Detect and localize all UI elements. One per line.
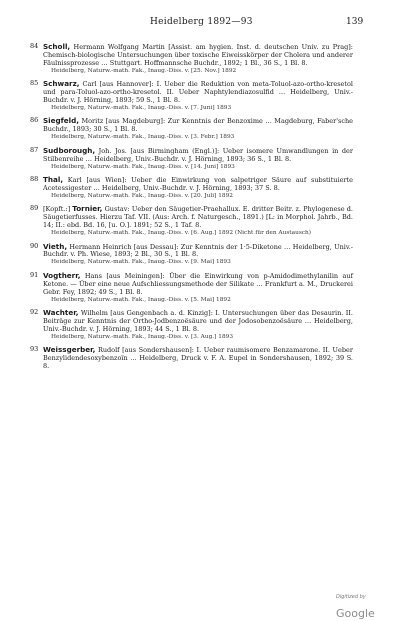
entry-title: Karl [aus Wien]: Ueber die Einwirkung von salpetriger Säure auf substituierte Acetessigester … Heidelberg, Univ.-Buchdr. v. J. Hörning, 1893; 37 S. 8. <box>43 176 353 192</box>
entry-number: 91 <box>30 270 39 279</box>
google-watermark <box>336 583 400 621</box>
author-name: Scholl, <box>43 42 71 51</box>
author-name: Weissgerber, <box>43 345 96 355</box>
dissertation-list <box>0 43 400 376</box>
dissertation-entry <box>0 147 353 171</box>
author-name: Wachter, <box>43 308 79 317</box>
dissertation-note: Heidelberg, Naturw.-math. Fak., Inaug.-Diss. v. [3. Febr.] 1893 <box>51 134 235 141</box>
google-logo-text: Google <box>336 607 375 620</box>
entry-title: Rudolf [aus Sondershausen]: I. Ueber raumisomere Benzamarone. II. Ueber Benzylidendesoxybenzoïn … Heidelberg, Druck v. F. A. Eupel in Sondershausen, 1892; 39 S. 8. <box>43 346 353 371</box>
entry-title: Hans [aus Meiningen]: Über die Einwirkung von p-Amidodimethylanilin auf Ketone. — Über eine neue Aufschliessungsmethode der Silikate … Frankfurt a. M., Druckerei Gebr. Fey, 1892; 49 S., 1 Bl. 8. <box>43 271 353 296</box>
entry-number: 85 <box>30 79 39 88</box>
dissertation-entry <box>0 205 353 237</box>
author-name: Tornier, <box>72 204 103 214</box>
entry-number: 88 <box>30 175 39 183</box>
dissertation-note: Heidelberg, Naturw.-math. Fak., Inaug.-Diss. v. [3. Aug.] 1893 <box>51 333 234 340</box>
author-name: Thal, <box>43 175 64 184</box>
author-name: Vieth, <box>43 241 68 251</box>
page-number: 139 <box>346 17 364 27</box>
author-name: Vogtherr, <box>43 270 81 280</box>
entry-number: 89 <box>30 204 39 213</box>
dissertation-note: Heidelberg, Naturw.-math. Fak., Inaug.-Diss. v. [5. Mai] 1892 <box>51 296 231 303</box>
entry-title: Wilhelm [aus Gengenbach a. d. Kinzig]: I. Untersuchungen über das Desaurin. II. Beiträge zur Kenntnis der Ortho-Jodbenzoësäure und der Jodosobenzoësäure … Heidelberg, Univ.-Buchdr. v. J. Hörning, 1893; 44 S., 1 Bl. 8. <box>43 309 353 333</box>
dissertation-entry <box>0 243 353 267</box>
dissertation-note: Heidelberg, Naturw.-math. Fak., Inaug.-Diss. v. [14. Juni] 1893 <box>51 163 235 170</box>
entry-number: 93 <box>30 345 39 354</box>
running-header <box>0 17 400 29</box>
dissertation-note: Heidelberg, Naturw.-math. Fak., Inaug.-Diss. v. [20. Juli] 1892 <box>51 192 233 199</box>
dissertation-entry <box>0 176 353 200</box>
dissertation-entry <box>0 117 353 141</box>
entry-title: Gustav: Ueber den Säugetier-Praehallux. E. dritter Beitr. z. Phylogenese d. Säugetierfusses. Hierzu Taf. VII. (Aus: Arch. f. Naturgesch., 1891.) [L: in Morphol. Jahrb., Bd. 14; II.: ebd. Bd. 16, [u. O.]. 1891; 52 S., 1 Taf. 8. <box>43 205 353 230</box>
entry-title: Joh. Jos. [aus Birmingham (Engl.)]: Ueber isomere Umwandlungen in der Stilbenreihe … Heidelberg, Univ.-Buchdr. v. J. Hörning, 1893; 36 S., 1 Bl. 8. <box>43 146 353 163</box>
entry-number: 87 <box>30 145 39 154</box>
author-name: Schwarz, <box>43 79 80 89</box>
author-name: Sudborough, <box>43 145 96 155</box>
dissertation-note: Heidelberg, Naturw.-math. Fak., Inaug.-Diss. v. [6. Aug.] 1892 (Nicht für den Austausch) <box>51 230 312 237</box>
dissertation-note: Heidelberg, Naturw.-math. Fak., Inaug.-Diss. v. [7. Juni] 1893 <box>51 104 232 111</box>
entry-title: Hermann Heinrich [aus Dessau]: Zur Kenntnis der 1·5-Diketone … Heidelberg, Univ.-Buchdr. v. Ph. Wiese, 1893; 2 Bl., 30 S., 1 Bl. 8. <box>43 242 353 259</box>
dissertation-entry <box>0 309 353 341</box>
dissertation-entry <box>0 80 353 112</box>
entry-number: 84 <box>30 42 39 50</box>
entry-number: 92 <box>30 308 39 316</box>
running-title: Heidelberg 1892—93 <box>150 17 253 27</box>
digitized-by-label: Digitized by <box>336 594 366 600</box>
dissertation-entry <box>0 346 353 371</box>
dissertation-note: Heidelberg, Naturw.-math. Fak., Inaug.-Diss. v. [25. Nov.] 1892 <box>51 67 237 74</box>
entry-title: Moritz [aus Magdeburg]: Zur Kenntnis der Benzoxime … Magdeburg, Faber'sche Buchdr., 1893; 30 S., 1 Bl. 8. <box>43 117 353 134</box>
entry-number: 86 <box>30 116 39 125</box>
entry-number: 90 <box>30 241 39 250</box>
dissertation-note: Heidelberg, Naturw.-math. Fak., Inaug.-Diss. v. [9. Mai] 1893 <box>51 259 231 266</box>
entry-prefix: [Kopft.:] <box>43 205 73 214</box>
dissertation-entry <box>0 272 353 304</box>
dissertation-entry <box>0 43 353 75</box>
entry-title: Hermann Wolfgang Martin [Assist. am hygien. Inst. d. deutschen Univ. zu Prag]: Chemisch-biologische Untersuchungen über toxische Eiweisskörper der Cholera und anderer Fäulnissprozesse … Stuttgart. Hoffmannsche Buchdr., 1892; 1 Bl., 36 S., 1 Bl. 8. <box>43 43 353 67</box>
entry-title: Carl [aus Hannover]: I. Ueber die Reduktion von meta-Toluol-azo-ortho-kresetol und para-Toluol-azo-ortho-kresetol. II. Ueber Naphtylendiazosulfid … Heidelberg, Univ.-Buchdr. v. J. Hörning, 1893; 59 S., 1 Bl. 8. <box>43 80 353 105</box>
author-name: Siegfeld, <box>43 116 80 126</box>
